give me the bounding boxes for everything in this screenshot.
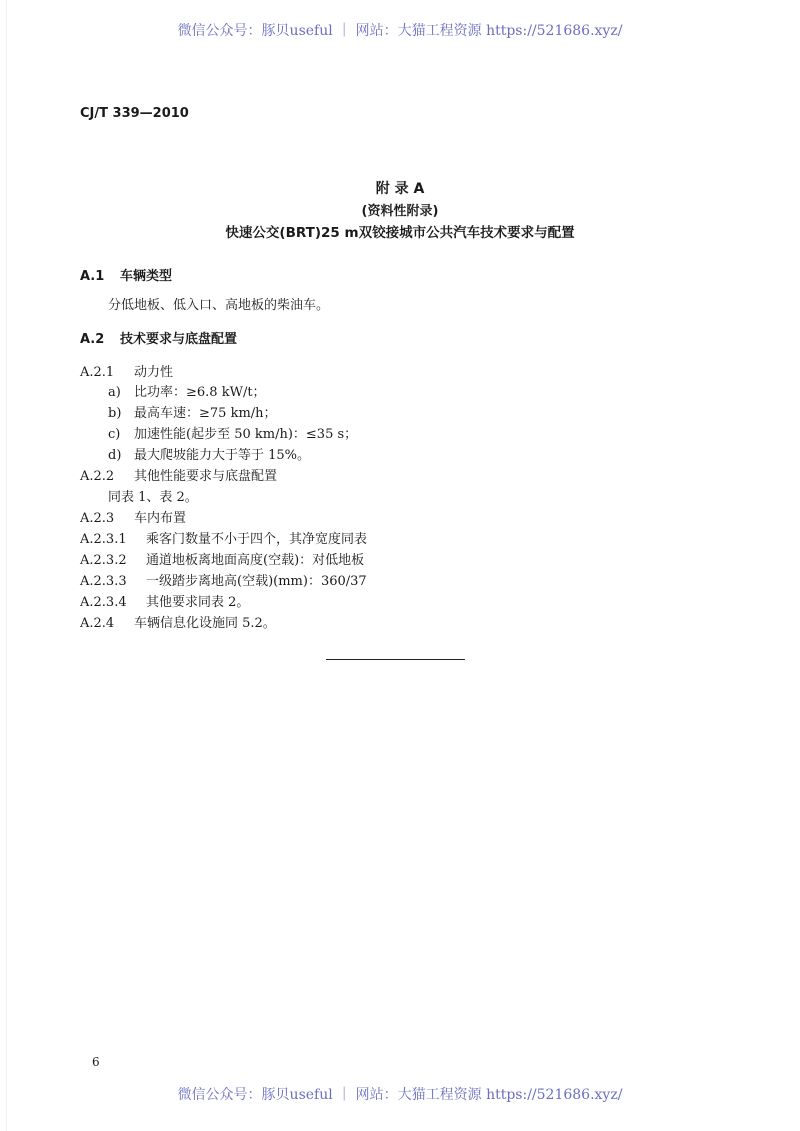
- section-number: A.2.3: [80, 511, 115, 526]
- section-text: 车辆信息化设施同 5.2。: [134, 616, 276, 631]
- section-title: 动力性: [134, 365, 174, 380]
- end-rule: [326, 659, 465, 660]
- section-a21-heading: [80, 361, 173, 380]
- section-title: 车辆类型: [120, 269, 173, 284]
- section-title: 技术要求与底盘配置: [120, 332, 238, 347]
- section-a234: [80, 591, 249, 610]
- section-number: A.2.4: [80, 616, 115, 631]
- section-number: A.2.1: [80, 365, 115, 380]
- list-item: [108, 444, 310, 463]
- section-title: 其他性能要求与底盘配置: [134, 469, 278, 484]
- section-number: A.2.3.1: [80, 532, 127, 547]
- list-item: [108, 402, 277, 421]
- section-text: 乘客门数量不小于四个，其净宽度同表: [146, 532, 368, 547]
- page-edge-shadow: [6, 0, 7, 1131]
- section-a22-heading: [80, 465, 277, 484]
- document-number: CJ/T 339—2010: [80, 106, 189, 121]
- section-a2-heading: [80, 328, 237, 347]
- list-item-label: d): [108, 448, 122, 463]
- annex-heading: 快速公交(BRT)25 m双铰接城市公共汽车技术要求与配置: [225, 225, 575, 241]
- section-text: 其他要求同表 2。: [146, 595, 250, 610]
- section-a232: [80, 549, 364, 568]
- section-a1-heading: [80, 265, 172, 284]
- list-item-label: c): [108, 427, 121, 442]
- section-text: 一级踏步离地高(空载)(mm)：360/37: [146, 574, 367, 589]
- section-number: A.1: [80, 269, 105, 284]
- list-item: [108, 381, 266, 400]
- watermark-top: 微信公众号：豚贝useful ｜ 网站：大猫工程资源 https://521686.xyz/: [177, 23, 623, 39]
- section-a1-body: 分低地板、低入口、高地板的柴油车。: [108, 298, 330, 313]
- list-item-label: b): [108, 406, 122, 421]
- section-number: A.2.3.2: [80, 553, 127, 568]
- list-item-text: 最大爬坡能力大于等于 15%。: [134, 448, 311, 463]
- section-a231: [80, 528, 367, 547]
- list-item-label: a): [108, 385, 121, 400]
- list-item: [108, 423, 357, 442]
- section-a233: [80, 570, 367, 589]
- section-a24: [80, 612, 276, 631]
- section-text: 通道地板离地面高度(空载)：对低地板: [146, 553, 365, 568]
- section-number: A.2.3.4: [80, 595, 127, 610]
- section-a22-body: 同表 1、表 2。: [108, 490, 198, 505]
- page-number: 6: [92, 1055, 100, 1069]
- section-a23-heading: [80, 507, 186, 526]
- list-item-text: 比功率：≥6.8 kW/t；: [134, 385, 266, 400]
- section-number: A.2.3.3: [80, 574, 127, 589]
- section-title: 车内布置: [134, 511, 187, 526]
- section-number: A.2.2: [80, 469, 115, 484]
- watermark-bottom: 微信公众号：豚贝useful ｜ 网站：大猫工程资源 https://521686.xyz/: [177, 1087, 623, 1103]
- annex-title: 附 录 A: [375, 181, 425, 197]
- annex-subtitle: (资料性附录): [361, 204, 439, 219]
- list-item-text: 最高车速：≥75 km/h；: [134, 406, 277, 421]
- list-item-text: 加速性能(起步至 50 km/h)：≤35 s；: [134, 427, 358, 442]
- section-number: A.2: [80, 332, 105, 347]
